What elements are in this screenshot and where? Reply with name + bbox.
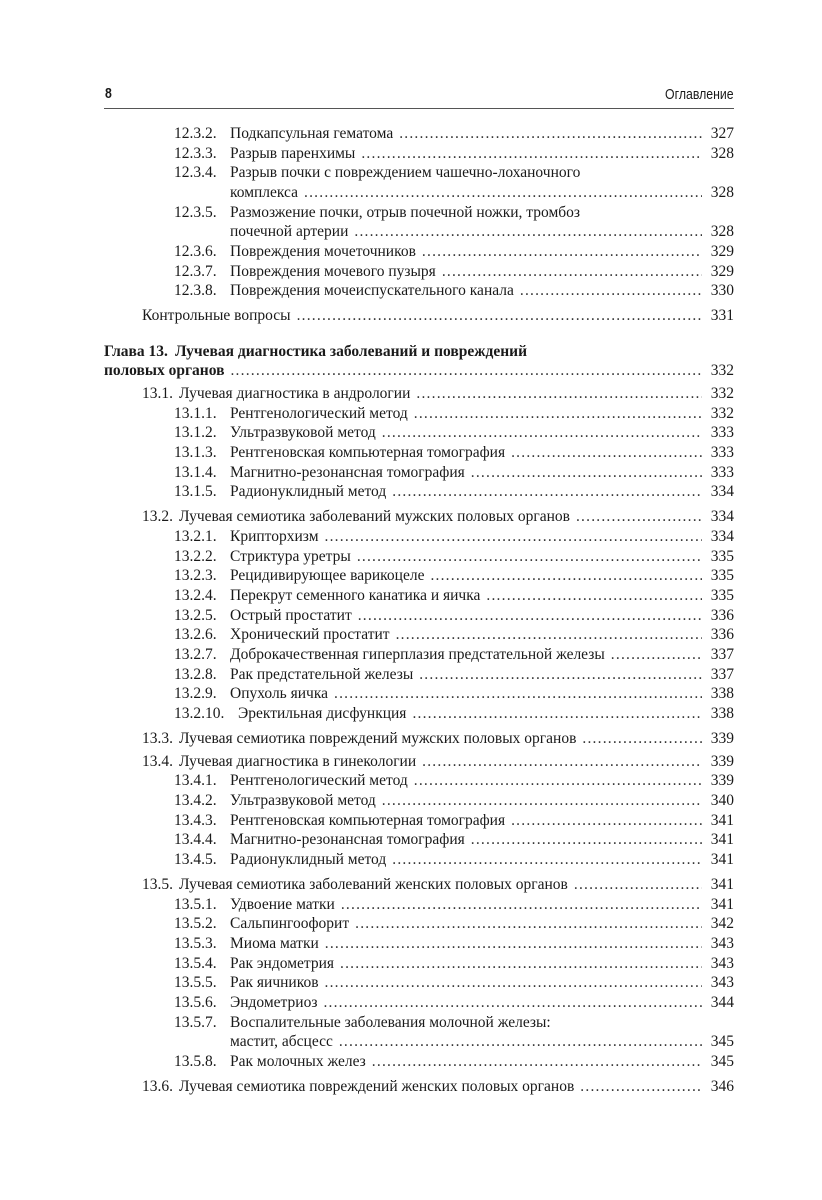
entry-number: 13.2. <box>142 508 173 526</box>
entry-title: Рентгенологический метод <box>230 404 408 422</box>
toc-entry-13-2-8[interactable] <box>104 665 734 685</box>
entry-title: Эректильная дисфункция <box>238 704 407 722</box>
entry-number: 13.5.4. <box>174 954 217 972</box>
entry-number: 13.2.4. <box>174 586 217 604</box>
dot-leader <box>574 875 702 895</box>
chapter-title-line1: Лучевая диагностика заболеваний и повреждений <box>174 342 527 360</box>
toc-entry-13-2[interactable] <box>104 507 734 527</box>
entry-number: 13.1.3. <box>174 443 217 461</box>
dot-leader <box>416 384 702 404</box>
toc-entry-13-5-8[interactable] <box>104 1052 734 1072</box>
dot-leader <box>486 586 702 606</box>
dot-leader <box>422 242 702 262</box>
entry-number: 13.4.5. <box>174 850 217 868</box>
entry-title: Стриктура уретры <box>230 547 351 565</box>
entry-number: 13.4. <box>142 752 173 770</box>
entry-title: Лучевая семиотика повреждений мужских половых органов <box>179 730 577 748</box>
dot-leader <box>511 811 702 831</box>
toc-entry-13-2-6[interactable] <box>104 625 734 645</box>
entry-page: 332 <box>710 404 734 422</box>
dot-leader <box>304 183 702 203</box>
dot-leader <box>340 954 702 974</box>
dot-leader <box>471 830 702 850</box>
entry-title: Рентгенологический метод <box>230 772 408 790</box>
dot-leader <box>341 895 702 915</box>
entry-title-line2: мастит, абсцесс <box>230 1033 333 1051</box>
entry-title: Магнитно-резонансная томография <box>230 463 465 481</box>
running-title: Оглавление <box>665 86 734 103</box>
entry-title-line2: комплекса <box>230 183 299 201</box>
toc-entry-13-1-4[interactable] <box>104 463 734 483</box>
toc-entry-13-1-2[interactable] <box>104 423 734 443</box>
toc-entry-chapter-13[interactable] <box>104 342 734 381</box>
entry-title: Хронический простатит <box>230 626 390 644</box>
entry-page: 335 <box>710 586 734 604</box>
toc-entry-13-2-5[interactable] <box>104 606 734 626</box>
entry-page: 339 <box>710 772 734 790</box>
entry-number: 13.5.3. <box>174 935 217 953</box>
entry-title: Повреждения мочеточников <box>230 242 416 260</box>
dot-leader <box>419 665 702 685</box>
entry-page: 341 <box>710 895 734 913</box>
toc-entry-13-1-5[interactable] <box>104 482 734 502</box>
toc-entry-13-2-7[interactable] <box>104 645 734 665</box>
entry-title-line1: Разрыв почки с повреждением чашечно-лоханочного <box>230 164 581 182</box>
dot-leader <box>354 222 702 242</box>
entry-page: 329 <box>710 262 734 280</box>
dot-leader <box>396 625 702 645</box>
toc-entry-12-3-4[interactable] <box>104 163 734 202</box>
entry-title: Разрыв паренхимы <box>230 144 356 162</box>
entry-page: 343 <box>710 935 734 953</box>
dot-leader <box>230 361 702 381</box>
toc-entry-13-5-1[interactable] <box>104 895 734 915</box>
dot-leader <box>520 281 702 301</box>
entry-page: 346 <box>710 1078 734 1096</box>
entry-title: Опухоль яичка <box>230 685 329 703</box>
entry-number: 13.1.2. <box>174 424 217 442</box>
dot-leader <box>414 771 702 791</box>
dot-leader <box>382 791 702 811</box>
entry-title: Рак предстательной железы <box>230 665 414 683</box>
entry-title: Рентгеновская компьютерная томография <box>230 811 506 829</box>
dot-leader <box>358 606 702 626</box>
toc-entry-13-2-3[interactable] <box>104 566 734 586</box>
entry-page: 338 <box>710 685 734 703</box>
toc-entry-13-4-1[interactable] <box>104 771 734 791</box>
entry-number: 13.2.3. <box>174 567 217 585</box>
toc-entry-13-4-5[interactable] <box>104 850 734 870</box>
entry-page: 341 <box>710 850 734 868</box>
dot-leader <box>325 973 702 993</box>
entry-title: Повреждения мочеиспускательного канала <box>230 282 514 300</box>
toc-entry-13-2-2[interactable] <box>104 547 734 567</box>
entry-page: 328 <box>710 223 734 241</box>
entry-page: 337 <box>710 665 734 683</box>
toc-entry-13-5-2[interactable] <box>104 914 734 934</box>
entry-title: Рак молочных желез <box>230 1053 366 1071</box>
dot-leader <box>471 463 702 483</box>
entry-number: 12.3.2. <box>174 125 217 142</box>
toc-entry-12-3-7[interactable] <box>104 262 734 282</box>
entry-title: Рак эндометрия <box>230 954 335 972</box>
dot-leader <box>392 850 702 870</box>
entry-number: 12.3.4. <box>174 164 217 182</box>
entry-number: 13.5.6. <box>174 994 217 1012</box>
toc-entry-13-4-4[interactable] <box>104 830 734 850</box>
entry-number: 13.1.5. <box>174 483 217 501</box>
entry-page: 337 <box>710 645 734 663</box>
toc-entry-13-4-3[interactable] <box>104 811 734 831</box>
table-of-contents <box>104 124 734 1097</box>
chapter-number: Глава 13. <box>104 342 168 360</box>
entry-page: 338 <box>710 704 734 722</box>
entry-title-line1: Размозжение почки, отрыв почечной ножки, тромбоз <box>230 203 581 221</box>
entry-number: 13.2.5. <box>174 606 217 624</box>
entry-page: 334 <box>710 508 734 526</box>
entry-title: Сальпингоофорит <box>230 915 350 933</box>
dot-leader <box>511 443 702 463</box>
entry-page: 327 <box>710 125 734 142</box>
toc-entry-13-6[interactable] <box>104 1077 734 1097</box>
toc-entry-13-5-6[interactable] <box>104 993 734 1013</box>
toc-entry-12-3-3[interactable] <box>104 144 734 164</box>
entry-number: 13.1. <box>142 384 173 402</box>
entry-title: Лучевая диагностика в андрологии <box>179 384 411 402</box>
entry-page: 334 <box>710 527 734 545</box>
entry-title: Подкапсульная гематома <box>230 125 394 142</box>
entry-title: Ультразвуковой метод <box>230 792 376 809</box>
entry-page: 343 <box>710 954 734 972</box>
entry-title: Лучевая семиотика повреждений женских половых органов <box>179 1078 575 1096</box>
entry-title-line1: Воспалительные заболевания молочной железы: <box>230 1013 551 1031</box>
toc-entry-13-5-7[interactable] <box>104 1013 734 1052</box>
toc-entry-13-4-2[interactable] <box>104 791 734 811</box>
entry-page: 345 <box>710 1033 734 1051</box>
entry-title: Миома матки <box>230 935 319 953</box>
entry-page: 334 <box>710 483 734 501</box>
dot-leader <box>442 262 702 282</box>
entry-number: 13.2.10. <box>174 704 225 722</box>
entry-title: Рентгеновская компьютерная томография <box>230 443 506 461</box>
entry-page: 341 <box>710 876 734 894</box>
entry-number: 13.2.1. <box>174 527 217 545</box>
entry-title: Эндометриоз <box>230 994 318 1012</box>
toc-entry-13-5-4[interactable] <box>104 954 734 974</box>
toc-entry-review-questions[interactable] <box>104 306 734 326</box>
toc-entry-13-1-3[interactable] <box>104 443 734 463</box>
dot-leader <box>392 482 702 502</box>
entry-title-line2: почечной артерии <box>230 223 349 241</box>
dot-leader <box>382 423 702 443</box>
entry-number: 13.6. <box>142 1078 173 1096</box>
dot-leader <box>339 1032 702 1052</box>
entry-page: 341 <box>710 831 734 849</box>
entry-page: 335 <box>710 567 734 585</box>
entry-number: 13.2.2. <box>174 547 217 565</box>
entry-page: 343 <box>710 974 734 992</box>
dot-leader <box>361 144 702 164</box>
dot-leader <box>323 993 702 1013</box>
entry-page: 336 <box>710 606 734 624</box>
entry-number: 12.3.7. <box>174 262 217 280</box>
entry-page: 328 <box>710 183 734 201</box>
entry-number: 13.4.1. <box>174 772 217 790</box>
entry-page: 339 <box>710 752 734 770</box>
dot-leader <box>430 566 702 586</box>
toc-entry-13-5-5[interactable] <box>104 973 734 993</box>
entry-page: 330 <box>710 282 734 300</box>
entry-number: 13.5. <box>142 876 173 894</box>
toc-entry-13-5-3[interactable] <box>104 934 734 954</box>
entry-number: 13.3. <box>142 730 173 748</box>
entry-page: 344 <box>710 994 734 1012</box>
entry-title: Радионуклидный метод <box>230 483 387 501</box>
entry-number: 13.4.3. <box>174 811 217 829</box>
entry-number: 13.5.2. <box>174 915 217 933</box>
dot-leader <box>580 1077 702 1097</box>
toc-entry-13-3[interactable] <box>104 729 734 749</box>
entry-page: 339 <box>710 730 734 748</box>
entry-page: 332 <box>710 362 734 380</box>
entry-page: 333 <box>710 443 734 461</box>
entry-number: 12.3.5. <box>174 203 217 221</box>
running-header <box>104 84 734 109</box>
dot-leader <box>325 934 702 954</box>
entry-number: 13.4.4. <box>174 831 217 849</box>
dot-leader <box>399 124 702 144</box>
entry-page: 336 <box>710 626 734 644</box>
chapter-title-line2: половых органов <box>104 362 225 380</box>
entry-title: Рецидивирующее варикоцеле <box>230 567 425 585</box>
toc-entry-13-5[interactable] <box>104 875 734 895</box>
entry-number: 13.5.8. <box>174 1053 217 1071</box>
entry-page: 329 <box>710 242 734 260</box>
dot-leader <box>414 404 702 424</box>
dot-leader <box>576 507 702 527</box>
entry-number: 13.4.2. <box>174 792 217 809</box>
entry-number: 13.5.7. <box>174 1013 217 1031</box>
entry-number: 13.2.7. <box>174 645 217 663</box>
page-number: 8 <box>105 85 112 102</box>
entry-title: Лучевая семиотика заболеваний мужских половых органов <box>179 508 570 526</box>
entry-number: 12.3.3. <box>174 144 217 162</box>
entry-title: Лучевая диагностика в гинекологии <box>179 752 417 770</box>
dot-leader <box>325 527 702 547</box>
entry-number: 13.5.5. <box>174 974 217 992</box>
toc-entry-13-1[interactable] <box>104 384 734 404</box>
entry-number: 13.2.9. <box>174 685 217 703</box>
entry-title: Магнитно-резонансная томография <box>230 831 465 849</box>
toc-entry-13-1-1[interactable] <box>104 404 734 424</box>
entry-page: 333 <box>710 424 734 442</box>
entry-number: 13.2.8. <box>174 665 217 683</box>
toc-entry-13-4[interactable] <box>104 752 734 772</box>
entry-number: 13.2.6. <box>174 626 217 644</box>
entry-title: Контрольные вопросы <box>142 307 291 325</box>
toc-entry-13-2-1[interactable] <box>104 527 734 547</box>
dot-leader <box>334 684 702 704</box>
dot-leader <box>582 729 702 749</box>
dot-leader <box>357 547 702 567</box>
entry-title: Перекрут семенного канатика и яичка <box>230 586 481 604</box>
toc-entry-12-3-6[interactable] <box>104 242 734 262</box>
dot-leader <box>412 704 702 724</box>
entry-title: Рак яичников <box>230 974 319 992</box>
entry-title: Крипторхизм <box>230 527 319 545</box>
entry-page: 345 <box>710 1053 734 1071</box>
entry-title: Острый простатит <box>230 606 352 624</box>
dot-leader <box>422 752 702 772</box>
entry-page: 328 <box>710 144 734 162</box>
entry-title: Лучевая семиотика заболеваний женских половых органов <box>179 876 568 894</box>
dot-leader <box>372 1052 702 1072</box>
entry-title: Повреждения мочевого пузыря <box>230 262 436 280</box>
toc-entry-13-2-10[interactable] <box>104 704 734 724</box>
dot-leader <box>611 645 702 665</box>
entry-page: 332 <box>710 384 734 402</box>
toc-entry-12-3-8[interactable] <box>104 281 734 301</box>
entry-page: 342 <box>710 915 734 933</box>
entry-title: Ультразвуковой метод <box>230 424 376 442</box>
entry-number: 13.1.1. <box>174 404 217 422</box>
entry-page: 341 <box>710 811 734 829</box>
entry-title: Радионуклидный метод <box>230 850 387 868</box>
entry-number: 13.5.1. <box>174 895 217 913</box>
dot-leader <box>297 306 702 326</box>
entry-number: 12.3.8. <box>174 282 217 300</box>
toc-entry-13-2-9[interactable] <box>104 684 734 704</box>
entry-number: 13.1.4. <box>174 463 217 481</box>
entry-title: Доброкачественная гиперплазия предстательной железы <box>230 645 605 663</box>
entry-page: 333 <box>710 463 734 481</box>
toc-entry-12-3-2[interactable] <box>104 124 734 144</box>
entry-page: 340 <box>710 792 734 809</box>
entry-page: 335 <box>710 547 734 565</box>
entry-page: 331 <box>710 307 734 325</box>
entry-number: 12.3.6. <box>174 242 217 260</box>
toc-entry-13-2-4[interactable] <box>104 586 734 606</box>
entry-title: Удвоение матки <box>230 895 335 913</box>
toc-entry-12-3-5[interactable] <box>104 203 734 242</box>
dot-leader <box>355 914 702 934</box>
